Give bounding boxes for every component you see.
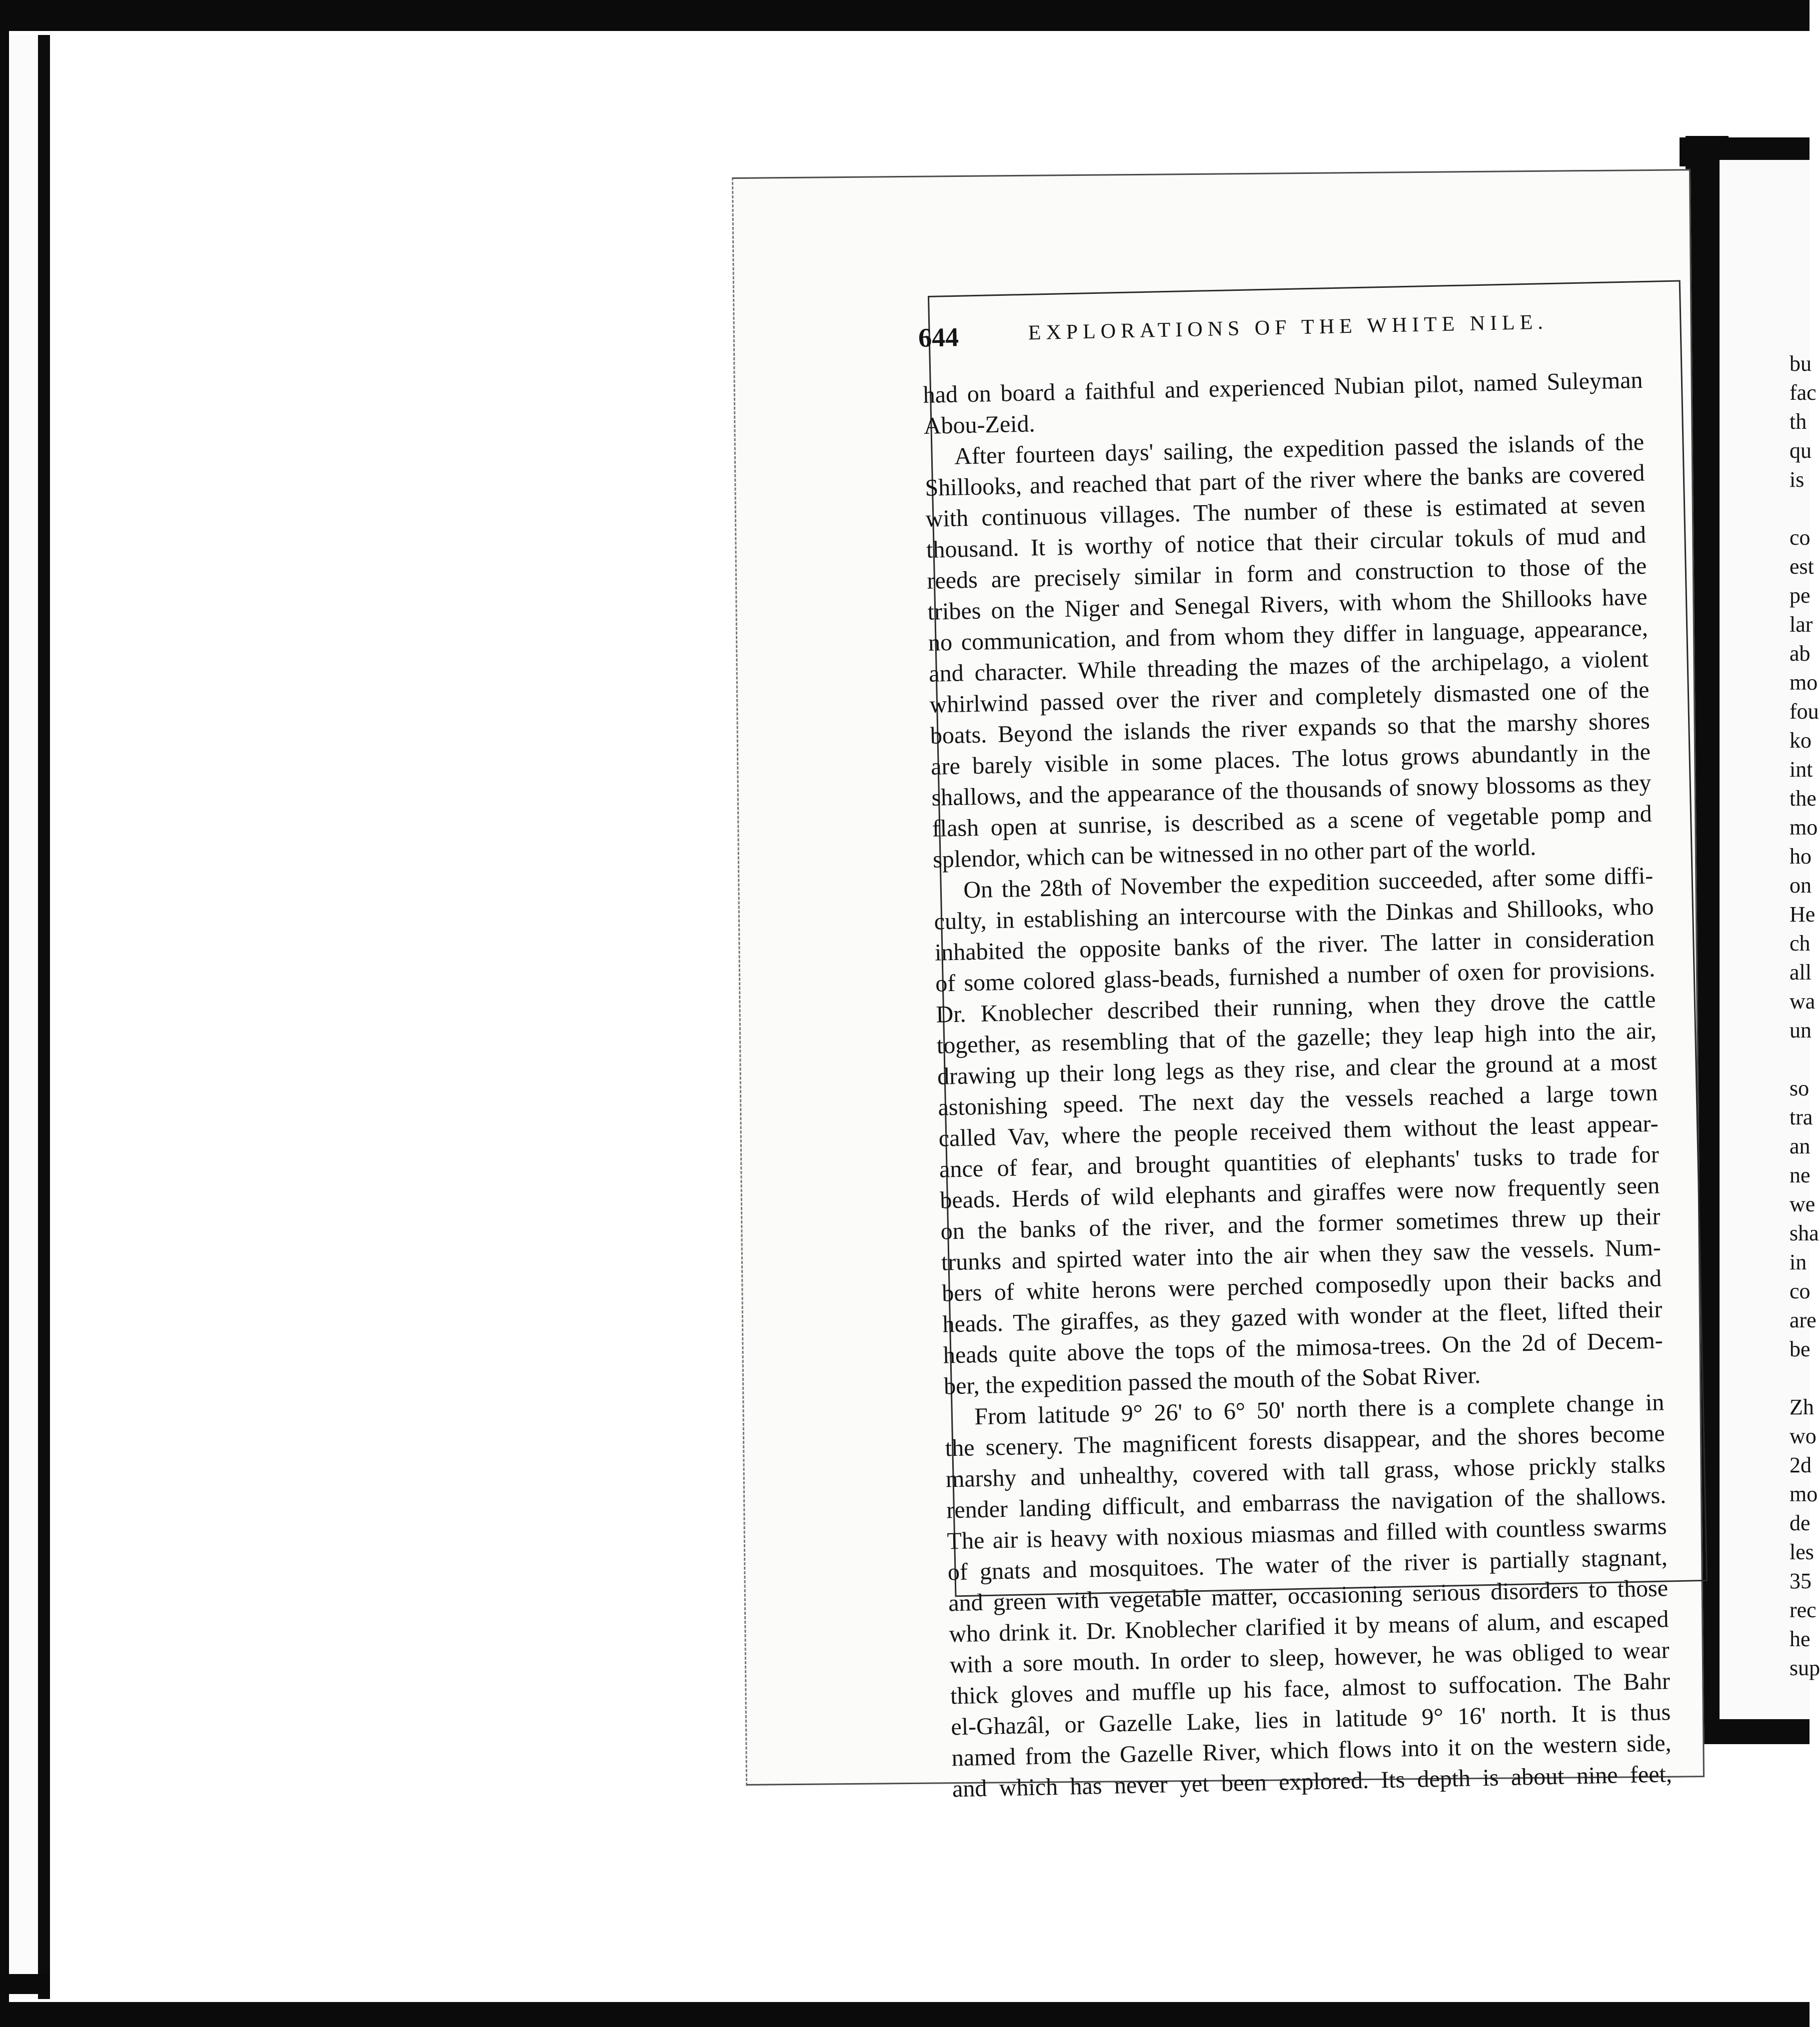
right-page-fragment: les <box>1790 1540 1814 1564</box>
body-line: ber, the expedition passed the mouth of the Sobat River. <box>943 1362 1481 1400</box>
body-line: no communication, and from whom they differ in language, appearance, <box>928 614 1649 656</box>
right-page-fragment: wo <box>1790 1424 1817 1448</box>
body-line: Abou-Zeid. <box>923 410 1036 439</box>
right-page-fragment: so <box>1790 1076 1810 1100</box>
body-line: boats. Beyond the islands the river expands so that the marshy shores <box>930 707 1651 749</box>
body-line: ance of fear, and brought quantities of elephants' tusks to trade for <box>939 1141 1660 1183</box>
body-line: bers of white herons were perched composedly upon their backs and <box>941 1265 1662 1307</box>
right-page-fragment: we <box>1790 1192 1816 1216</box>
right-page-fragment: on <box>1790 873 1812 898</box>
right-page-fragment: de <box>1790 1511 1811 1535</box>
body-line: culty, in establishing an intercourse with the Dinkas and Shillooks, who <box>934 893 1654 935</box>
right-page-fragment: rec <box>1790 1598 1817 1622</box>
body-line: Dr. Knoblecher described their running, when they drove the cattle <box>936 986 1656 1028</box>
right-page-fragment: an <box>1790 1134 1811 1158</box>
body-line: splendor, which can be witnessed in no other part of the world. <box>932 834 1537 873</box>
body-line: of some colored glass-beads, furnished a number of oxen for provisions. <box>935 955 1656 997</box>
body-line: called Vav, where the people received them without the least appear- <box>938 1110 1659 1152</box>
body-line: with continuous villages. The number of these is estimated at seven <box>925 490 1646 532</box>
body-text <box>923 365 1672 1805</box>
body-line: who drink it. Dr. Knoblecher clarified it by means of alum, and escaped <box>949 1606 1669 1648</box>
body-line: reeds are precisely similar in form and construction to those of the <box>926 552 1647 594</box>
right-page-fragment: qu <box>1790 438 1812 463</box>
right-page-fragment: un <box>1790 1018 1812 1042</box>
right-page-fragment: ne <box>1790 1163 1811 1187</box>
right-page-fragment: th <box>1790 409 1807 434</box>
right-page-fragment: sup <box>1790 1656 1820 1680</box>
body-line: and green with vegetable matter, occasioning serious disorders to those <box>948 1575 1669 1617</box>
body-line: had on board a faithful and experienced Nubian pilot, named Suleyman <box>923 366 1643 408</box>
body-line: thousand. It is worthy of notice that their circular tokuls of mud and <box>926 521 1647 563</box>
right-page-fragment: He <box>1790 902 1816 927</box>
right-page-fragment: wa <box>1790 989 1816 1014</box>
body-line: marshy and unhealthy, covered with tall grass, whose prickly stalks <box>945 1451 1666 1493</box>
body-line: whirlwind passed over the river and completely dismasted one of the <box>929 676 1650 718</box>
right-page-fragment: co <box>1790 1279 1811 1303</box>
right-page-fragment: are <box>1790 1308 1817 1332</box>
right-page-fragment: ho <box>1790 844 1812 869</box>
left-page-edge <box>9 35 50 1999</box>
body-line: drawing up their long legs as they rise, and clear the ground at a most <box>937 1048 1658 1090</box>
body-line: with a sore mouth. In order to sleep, however, he was obliged to wear <box>949 1637 1670 1679</box>
body-line: and character. While threading the mazes of the archipelago, a violent <box>928 645 1649 687</box>
right-page-fragment: ko <box>1790 728 1812 753</box>
body-line: astonishing speed. The next day the vessels reached a large town <box>937 1079 1658 1121</box>
right-page-fragment: is <box>1790 467 1805 492</box>
right-page-fragment: Zh <box>1790 1395 1814 1419</box>
right-page-fragment: est <box>1790 554 1814 579</box>
right-page-fragment: pe <box>1790 583 1811 608</box>
right-page-fragment: 2d <box>1790 1453 1812 1477</box>
right-page-fragment: sha <box>1790 1221 1819 1245</box>
body-line: and which has never yet been explored. Its depth is about nine feet, <box>952 1761 1673 1803</box>
right-page-fragment: int <box>1790 757 1813 782</box>
right-page-fragment <box>1790 1045 1810 1073</box>
right-page-fragment: in <box>1790 1250 1807 1274</box>
page-number: 644 <box>918 322 959 353</box>
right-page-fragment: mo <box>1790 815 1818 840</box>
right-page-fragment: co <box>1790 525 1811 550</box>
body-line: From latitude 9° 26' to 6° 50' north there is a complete change in <box>974 1389 1665 1430</box>
body-line: thick gloves and muffle up his face, almost to suffocation. The Bahr <box>950 1668 1671 1710</box>
body-line: flash open at sunrise, is described as a scene of vegetable pomp and <box>932 800 1653 842</box>
body-line: named from the Gazelle River, which flows into it on the western side, <box>951 1730 1672 1772</box>
right-page-fragment: lar <box>1790 612 1813 637</box>
right-page-fragment: 35 <box>1790 1569 1812 1593</box>
scanner-frame-bottom <box>0 2002 1810 2027</box>
body-line: heads quite above the tops of the mimosa-trees. On the 2d of Decem- <box>943 1327 1664 1369</box>
body-line: render landing difficult, and embarrass the navigation of the shallows. <box>946 1482 1667 1524</box>
body-line: on the banks of the river, and the former sometimes threw up their <box>940 1203 1661 1245</box>
body-line: beads. Herds of wild elephants and giraffes were now frequently seen <box>939 1172 1660 1214</box>
body-line: inhabited the opposite banks of the river. The latter in consideration <box>934 924 1655 966</box>
right-page-fragment: the <box>1790 786 1817 811</box>
body-line: After fourteen days' sailing, the expedition passed the islands of the <box>954 428 1645 470</box>
body-line: el-Ghazâl, or Gazelle Lake, lies in latitude 9° 16' north. It is thus <box>950 1699 1671 1741</box>
right-page-fragment <box>1790 495 1810 523</box>
body-line: tribes on the Niger and Senegal Rivers, with whom the Shillooks have <box>927 583 1648 625</box>
body-line: On the 28th of November the expedition succeeded, after some diffi- <box>963 862 1654 904</box>
right-page-fragment: bu <box>1790 351 1812 376</box>
right-page-fragment: he <box>1790 1627 1811 1651</box>
scanner-frame-top <box>0 0 1810 31</box>
right-page-fragment: ch <box>1790 931 1811 956</box>
right-page-fragment: fou <box>1790 699 1819 724</box>
running-head: EXPLORATIONS OF THE WHITE NILE. <box>1028 310 1549 345</box>
scanner-frame-left <box>0 30 9 2004</box>
right-page-fragment: mo <box>1790 670 1818 695</box>
right-page-fragment: all <box>1790 960 1812 985</box>
body-line: are barely visible in some places. The lotus grows abundantly in the <box>930 738 1651 780</box>
right-page-fragment: mo <box>1790 1482 1818 1506</box>
right-page-fragment: ab <box>1790 641 1811 666</box>
body-line: Shillooks, and reached that part of the river where the banks are covered <box>924 459 1645 501</box>
right-page-fragment: tra <box>1790 1105 1813 1129</box>
right-page-fragment: be <box>1790 1337 1811 1361</box>
body-line: shallows, and the appearance of the thousands of snowy blossoms as they <box>931 769 1652 811</box>
body-line: trunks and spirted water into the air when they saw the vessels. Num- <box>941 1234 1662 1276</box>
right-page-fragment <box>1790 1364 1810 1392</box>
body-line: The air is heavy with noxious miasmas and filled with countless swarms <box>947 1513 1667 1555</box>
body-line: of gnats and mosquitoes. The water of the river is partially stagnant, <box>947 1544 1668 1586</box>
body-line: the scenery. The magnificent forests disappear, and the shores become <box>945 1420 1666 1462</box>
right-page-fragment: fac <box>1790 380 1817 405</box>
body-line: together, as resembling that of the gazelle; they leap high into the air, <box>936 1017 1657 1059</box>
body-line: heads. The giraffes, as they gazed with wonder at the fleet, lifted their <box>942 1296 1663 1338</box>
